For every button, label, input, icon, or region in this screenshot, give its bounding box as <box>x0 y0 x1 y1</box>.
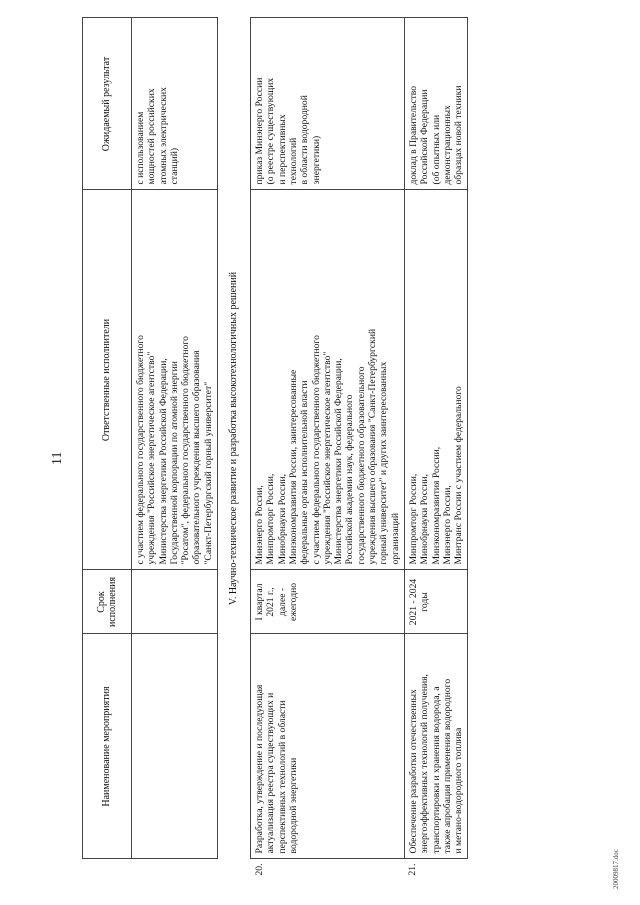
text-line: далее - <box>276 587 288 617</box>
row-number: 21. <box>407 863 419 876</box>
section-row <box>218 18 251 883</box>
text-line: Минэнерго России, <box>254 485 266 565</box>
text-line: организаций <box>389 512 401 565</box>
text-line: "Росатом", федерального государственного бюджетного <box>180 336 192 565</box>
text-line: мощностей российских <box>146 88 158 185</box>
page-number: 11 <box>50 451 65 465</box>
text-line: в области водородной <box>299 95 311 185</box>
text-line: федеральные органы исполнительной власти <box>299 380 311 565</box>
text-line: учреждения "Российское энергетическое агентство" <box>146 351 158 565</box>
header-result: Ожидаемый результат <box>83 18 132 190</box>
text-line: Минобрнауки России, <box>276 474 288 565</box>
row-name-cell <box>251 634 405 859</box>
text-line: атомных электрических <box>157 87 169 185</box>
row-number: 20. <box>253 863 265 876</box>
row-term-cell <box>251 570 405 634</box>
continued-responsible-cell <box>132 190 218 570</box>
text-line: Министерства энергетики Российской Федерации, <box>157 358 169 565</box>
text-line: перспективных технологий в области <box>276 700 288 854</box>
text-line: с использованием <box>135 111 146 185</box>
text-line: и перспективных <box>276 114 288 185</box>
text-line: Минпромторг России, <box>407 473 419 565</box>
text-line: и метано-водородного топлива <box>453 727 465 854</box>
text-line: водородной энергетики <box>287 757 299 854</box>
text-line: годы <box>419 592 431 612</box>
header-responsible: Ответственные исполнители <box>83 190 132 570</box>
table-row-continued <box>132 18 218 883</box>
text-line: 2021 г., <box>265 587 277 617</box>
footer-code: 20009817.doc <box>612 849 620 889</box>
text-line: 2021 - 2024 <box>407 578 419 626</box>
table-row <box>404 18 467 883</box>
table-header-row <box>83 18 132 883</box>
text-line: горный университет" и других заинтересованных <box>378 361 390 565</box>
text-line: актуализация реестра существующих и <box>265 692 277 854</box>
row-responsible-cell <box>404 190 467 570</box>
text-line: учреждения высшего образования "Санкт-Петербургский <box>367 328 379 565</box>
header-name: Наименование мероприятия <box>83 634 132 859</box>
text-line: Российской академии наук, федерального <box>344 394 356 565</box>
continued-term-cell <box>132 570 218 634</box>
row-term-cell <box>404 570 467 634</box>
text-line: образовательного учреждения высшего образования <box>191 350 203 565</box>
text-line: Минтранс России с участием федерального <box>453 386 465 565</box>
text-line: образцах новой техники <box>453 85 465 185</box>
text-line: энергоэффективных технологий получения, <box>419 674 431 854</box>
text-line: с участием федерального государственного бюджетного <box>135 335 146 565</box>
text-line: с участием федерального государственного бюджетного <box>310 335 322 565</box>
text-line: станций) <box>168 147 180 185</box>
text-line: энергетики) <box>310 135 322 185</box>
text-line: технологий <box>287 137 299 185</box>
text-line: Министерства энергетики Российской Федерации, <box>333 358 345 565</box>
text-line: приказ Минэнерго России <box>254 77 266 185</box>
header-num-cell <box>83 859 132 883</box>
text-line: учреждения "Российское энергетическое агентство" <box>321 351 333 565</box>
text-line: I квартал <box>254 583 266 621</box>
text-line: (о реестре существующих <box>265 77 277 185</box>
text-line: Минэкономразвития России, заинтересованные <box>287 369 299 565</box>
text-line: государственного бюджетного образовательного <box>355 366 367 565</box>
continued-name-cell <box>132 634 218 859</box>
text-line: Минпромторг России, <box>265 473 277 565</box>
text-line: демонстрационных <box>441 105 453 185</box>
text-line: Разработка, утверждение и последующая <box>254 684 266 854</box>
section-title: V. Научно-техническое развитие и разработка высокотехнологичных решений <box>218 18 251 859</box>
text-line: Минобрнауки России, <box>419 474 431 565</box>
row-responsible-cell <box>251 190 405 570</box>
text-line: доклад в Правительство <box>407 85 419 185</box>
row-result-cell <box>404 18 467 190</box>
row-name-cell <box>404 634 467 859</box>
measures-table <box>82 18 468 884</box>
text-line: ежегодно <box>287 582 299 622</box>
text-line: Минэкономразвития России, <box>430 446 442 565</box>
text-line: (об опытных или <box>430 114 442 185</box>
continued-result-cell <box>132 18 218 190</box>
text-line: транспортировки и хранения водорода, а <box>430 686 442 854</box>
text-line: Обеспечение разработки отечественных <box>407 689 419 854</box>
text-line: "Санкт-Петербургский горный университет" <box>202 381 214 565</box>
text-line: Минэнерго России, <box>441 485 453 565</box>
text-line: также апробация применения водородного <box>441 678 453 854</box>
text-line: Государственной корпорации по атомной энергии <box>168 361 180 565</box>
text-line: Российской Федерации <box>419 89 431 185</box>
row-result-cell <box>251 18 405 190</box>
table-row <box>251 18 405 883</box>
header-term: Срок исполнения <box>83 570 132 634</box>
